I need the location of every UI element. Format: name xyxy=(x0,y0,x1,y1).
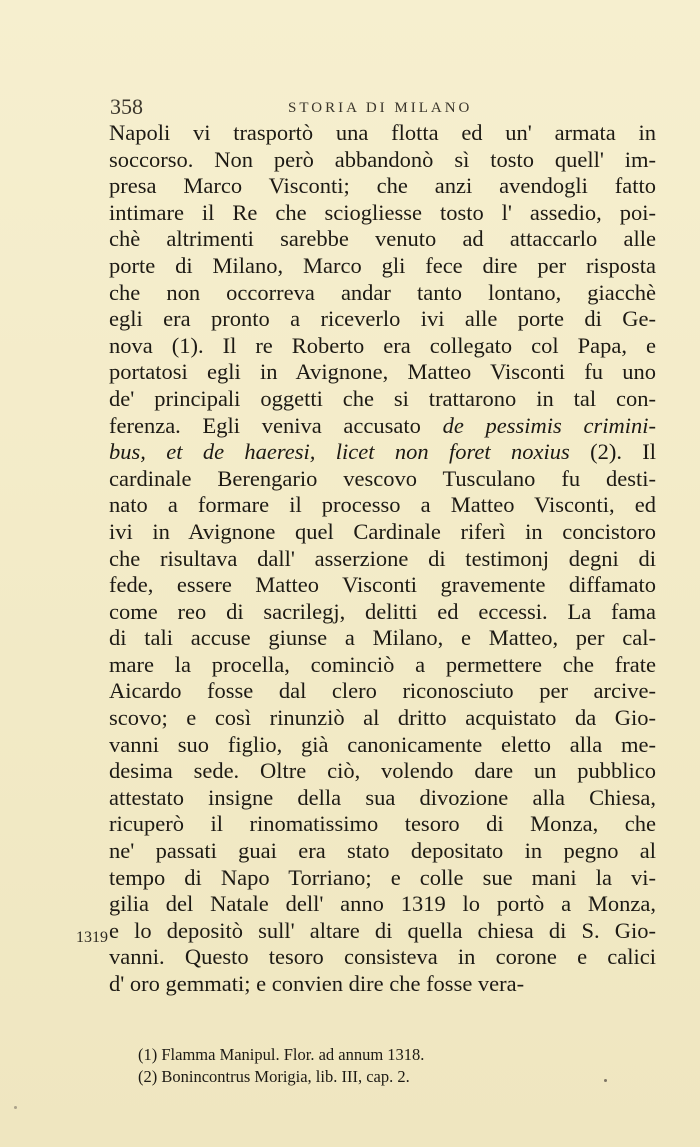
paper-speck xyxy=(14,1106,17,1109)
text-line: attestato insigne della sua divozione alla Chiesa, xyxy=(109,784,656,810)
text-line: egli era pronto a riceverlo ivi alle porte di Ge- xyxy=(109,306,656,332)
footnote: (2) Bonincontrus Morigia, lib. III, cap. 2. xyxy=(138,1067,410,1086)
text-line: desima sede. Oltre ciò, volendo dare un pubblico xyxy=(109,758,656,784)
text-line: ne' passati guai era stato depositato in pegno al xyxy=(109,838,656,864)
italic-run: de pessimis crimini- xyxy=(442,412,657,438)
text-line: che non occorreva andar tanto lontano, giacchè xyxy=(109,279,656,305)
text-line: d' oro gemmati; e convien dire che fosse vera- xyxy=(109,971,525,996)
text-line: vanni. Questo tesoro consisteva in corone e calici xyxy=(109,944,656,970)
text-line-mixed xyxy=(109,413,656,440)
text-line: nova (1). Il re Roberto era collegato col Papa, e xyxy=(109,332,656,358)
margin-note-year: 1319 xyxy=(76,929,108,946)
text-line: vanni suo figlio, già canonicamente eletto alla me- xyxy=(109,731,656,757)
text-run: (2). Il xyxy=(590,439,657,465)
text-line: nato a formare il processo a Matteo Visconti, ed xyxy=(109,492,656,518)
text-line: e lo depositò sull' altare di quella chiesa di S. Gio- xyxy=(109,917,656,943)
running-title: STORIA DI MILANO xyxy=(288,100,473,116)
footnote: (1) Flamma Manipul. Flor. ad annum 1318. xyxy=(138,1045,425,1064)
text-run: ferenza. Egli veniva accusato xyxy=(109,412,421,438)
footnotes xyxy=(138,1044,638,1088)
text-line-mixed xyxy=(109,439,656,466)
text-line: scovo; e così rinunziò al dritto acquistato da Gio- xyxy=(109,705,656,731)
text-line: de' principali oggetti che si trattarono in tal con- xyxy=(109,385,656,411)
text-line: fede, essere Matteo Visconti gravemente diffamato xyxy=(109,572,656,598)
text-line: tempo di Napo Torriano; e colle sue mani la vi- xyxy=(109,864,656,890)
italic-run: bus, et de haeresi, licet non xyxy=(109,439,429,465)
text-line: presa Marco Visconti; che anzi avendogli fatto xyxy=(109,173,656,199)
text-line: mare la procella, cominciò a permettere che frate xyxy=(109,651,656,677)
text-line: ricuperò il rinomatissimo tesoro di Monza, che xyxy=(109,811,656,837)
text-line: intimare il Re che sciogliesse tosto l' assedio, poi- xyxy=(109,199,656,225)
text-line: portatosi egli in Avignone, Matteo Visconti fu uno xyxy=(109,359,656,385)
body-text xyxy=(109,120,656,998)
text-line: porte di Milano, Marco gli fece dire per risposta xyxy=(109,252,656,278)
text-line: come reo di sacrilegj, delitti ed eccessi. La fama xyxy=(109,598,656,624)
text-line: che risultava dall' asserzione di testimonj degni di xyxy=(109,545,656,571)
paper-speck xyxy=(604,1079,607,1082)
text-line: Aicardo fosse dal clero riconosciuto per arcive- xyxy=(109,678,656,704)
italic-run: foret noxius xyxy=(448,439,570,465)
text-line: soccorso. Non però abbandonò sì tosto quell' im- xyxy=(109,146,656,172)
text-line: ivi in Avignone quel Cardinale riferì in concistoro xyxy=(109,518,656,544)
text-line: gilia del Natale dell' anno 1319 lo portò a Monza, xyxy=(109,891,656,917)
page-header xyxy=(110,94,650,118)
text-line: cardinale Berengario vescovo Tusculano fu desti- xyxy=(109,465,656,491)
text-line: di tali accuse giunse a Milano, e Matteo, per cal- xyxy=(109,625,656,651)
page-number: 358 xyxy=(110,94,143,119)
text-line: Napoli vi trasportò una flotta ed un' armata in xyxy=(109,120,656,145)
text-line: chè altrimenti sarebbe venuto ad attaccarlo alle xyxy=(109,226,656,252)
